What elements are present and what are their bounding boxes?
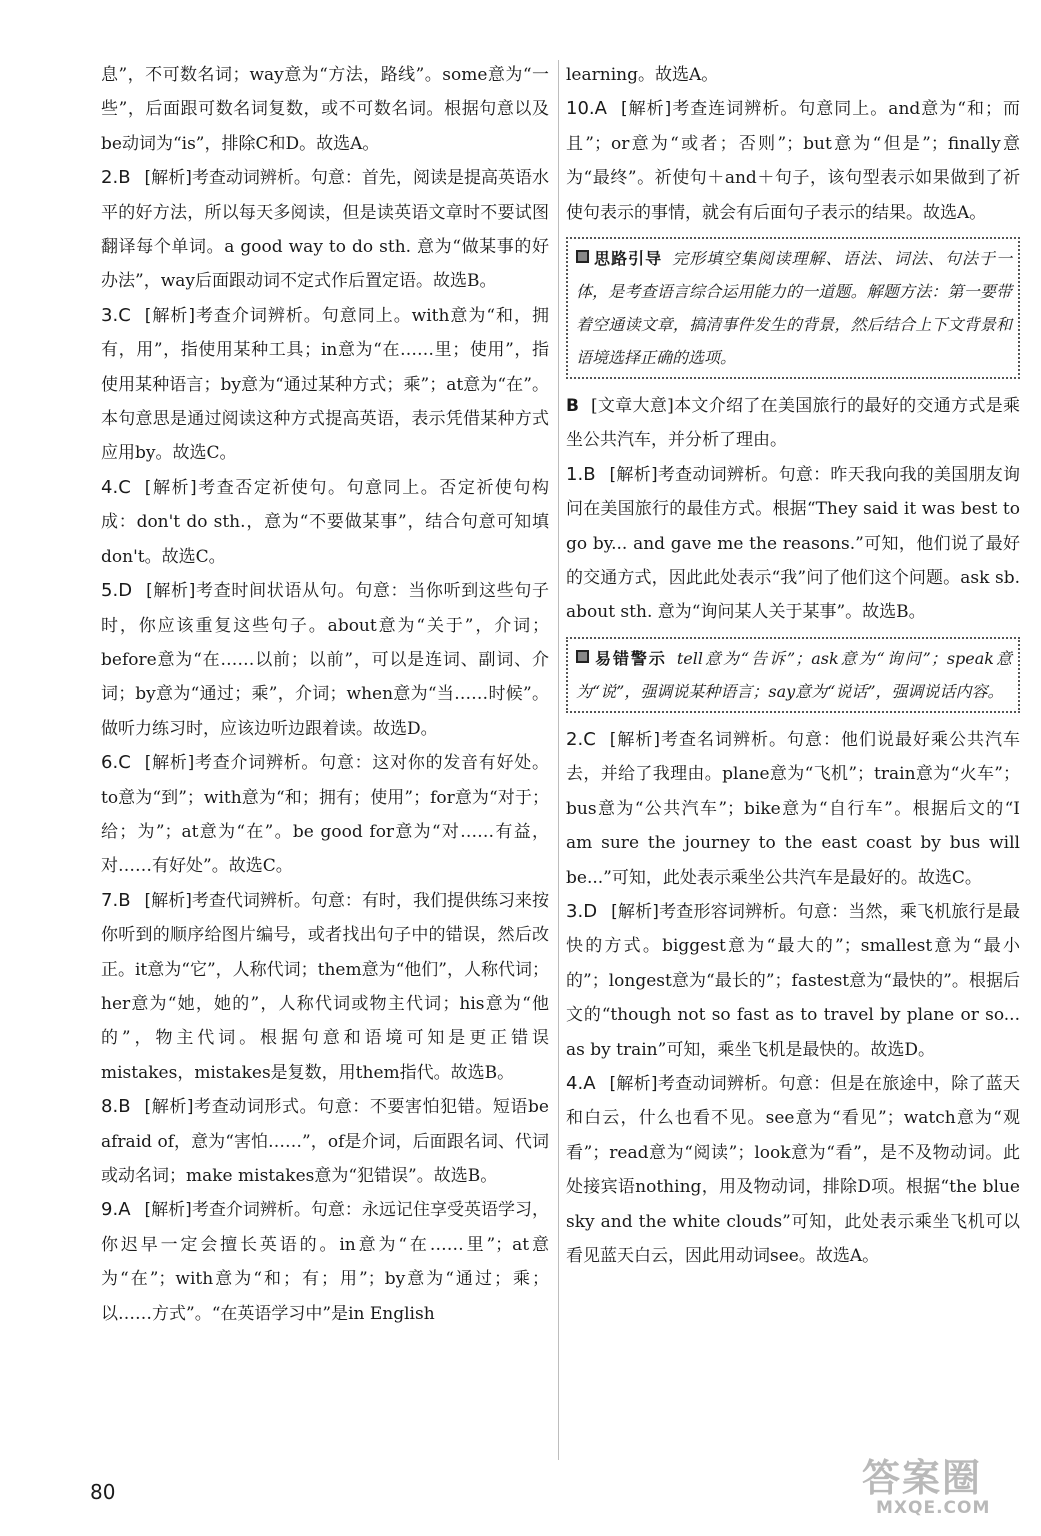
answer-4: 4.C [解析]考查否定祈使句。句意同上。否定祈使句构成：don't do sth.，意为“不要做某事”，结合句意可知填don't。故选C。	[101, 476, 550, 567]
answer-7: 7.B [解析]考查代词辨析。句意：有时，我们提供练习来按你听到的顺序给图片编号，或者找出句子中的错误，然后改正。it意为“它”，人称代词；them意为“他们”，人称代词；her意为“她，她的”，人称代词或物主代词；his意为“他的”，物主代词。根据句意和语境可知是更正错误mistakes，mistakes是复数，用them指代。故选B。	[101, 889, 550, 1083]
left-column	[101, 58, 549, 1331]
tip-body: tell意为“告诉”；ask意为“询问”；speak意为“说”，强调说某种语言；say意为“说话”，强调说话内容。	[576, 648, 1012, 701]
answer-10: 10.A [解析]考查连词辨析。句意同上。and意为“和；而且”；or意为“或者；否则”；but意为“但是”；finally意为“最终”。祈使句＋and＋句子，该句型表示如果做到了祈使句表示的事情，就会有后面句子表示的结果。故选A。	[566, 98, 1020, 223]
answer-b4: 4.A [解析]考查动词辨析。句意：但是在旅途中，除了蓝天和白云，什么也看不见。see意为“看见”；watch意为“观看”；read意为“阅读”；look意为“看”，是不及物动词。此处接宾语nothing，用及物动词，排除D项。根据“the blue sky and the white clouds”可知，此处表示乘坐飞机可以看见蓝天白云，因此用动词see。故选A。	[566, 1072, 1021, 1266]
right-column	[566, 58, 1020, 1273]
answer-9-continued: learning。故选A。	[566, 65, 719, 85]
tip-square-icon	[576, 250, 589, 263]
watermark-line2: MXQE.COM	[876, 1498, 991, 1518]
watermark-logo	[862, 1458, 1024, 1530]
answer-5: 5.D [解析]考查时间状语从句。句意：当你听到这些句子时，你应该重复这些句子。about意为“关于”，介词；before意为“在……以前；以前”，可以是连词、副词、介词；by意为“通过；乘”，介词；when意为“当……时候”。做听力练习时，应该边听边跟着读。故选D。	[101, 580, 550, 739]
answer-b3: 3.D [解析]考查形容词辨析。句意：当然，乘飞机旅行是最快的方式。biggest意为“最大的”；smallest意为“最小的”；longest意为“最长的”；fastest意为“最快的”。根据后文的“though not so fast as to travel by plane or so... as by train”可知，乘坐飞机是最快的。故选D。	[566, 900, 1021, 1060]
watermark-line1: 答案圈	[862, 1456, 983, 1500]
answer-8: 8.B [解析]考查动词形式。句意：不要害怕犯错。短语be afraid of，意为“害怕……”，of是介词，后面跟名词、代词或动名词；make mistakes意为“犯错误”。故选B。	[101, 1096, 549, 1186]
answer-b2: 2.C [解析]考查名词辨析。句意：他们说最好乘公共汽车去，并给了我理由。plane意为“飞机”；train意为“火车”；bus意为“公共汽车”；bike意为“自行车”。根据后文的“I am sure the journey to the east coast by bus will be...”可知，此处表示乘坐公共汽车是最好的。故选C。	[566, 728, 1021, 888]
answer-9: 9.A [解析]考查介词辨析。句意：永远记住享受英语学习，你迟早一定会擅长英语的。in意为“在……里”；at意为“在”；with意为“和；有；用”；by意为“通过；乘；以……方式”。“在英语学习中”是in English	[101, 1199, 550, 1324]
answer-3: 3.C [解析]考查介词辨析。句意同上。with意为“和，拥有，用”，指使用某种工具；in意为“在……里；使用”，指使用某种语言；by意为“通过某种方式；乘”；at意为“在”。本句意思是通过阅读这种方式提高英语，表示凭借某种方式应用by。故选C。	[101, 304, 549, 464]
answer-2: 2.B [解析]考查动词辨析。句意：首先，阅读是提高英语水平的好方法，所以每天多阅读，但是读英语文章时不要试图翻译每个单词。a good way to do sth. 意为“做某事的好办法”，way后面跟动词不定式作后置定语。故选B。	[101, 167, 550, 292]
tip-title: 易错警示	[593, 648, 667, 668]
section-b-summary: B [文章大意]本文介绍了在美国旅行的最好的交通方式是乘坐公共汽车，并分析了理由。	[566, 396, 1021, 451]
tip-box-common-mistakes	[566, 637, 1020, 713]
tip-body: 完形填空集阅读理解、语法、词法、句法于一体，是考查语言综合运用能力的一道题。解题方法：第一要带着空通读文章，搞清事件发生的背景，然后结合上下文背景和语境选择正确的选项。	[576, 249, 1012, 368]
column-divider	[558, 60, 559, 1460]
answer-b1: 1.B [解析]考查动词辨析。句意：昨天我向我的美国朋友询问在美国旅行的最佳方式。根据“They said it was best to go by... and gave me the reasons.”可知，他们说了最好的交通方式，因此此处表示“我”问了他们这个问题。ask sb. about sth. 意为“询问某人关于某事”。故选B。	[566, 463, 1021, 623]
page-number: 80	[90, 1480, 116, 1504]
tip-box-thinking-guide	[566, 237, 1020, 379]
answer-1-continued: 息”，不可数名词；way意为“方法，路线”。some意为“一些”，后面跟可数名词复数，或不可数名词。根据句意以及be动词为“is”，排除C和D。故选A。	[101, 65, 549, 154]
tip-square-icon	[576, 650, 589, 663]
answer-6: 6.C [解析]考查介词辨析。句意：这对你的发音有好处。to意为“到”；with意为“和；拥有；使用”；for意为“对于；给；为”；at意为“在”。be good for意为“对……有益，对……有好处”。故选C。	[101, 752, 550, 877]
tip-title: 思路引导	[593, 249, 663, 269]
